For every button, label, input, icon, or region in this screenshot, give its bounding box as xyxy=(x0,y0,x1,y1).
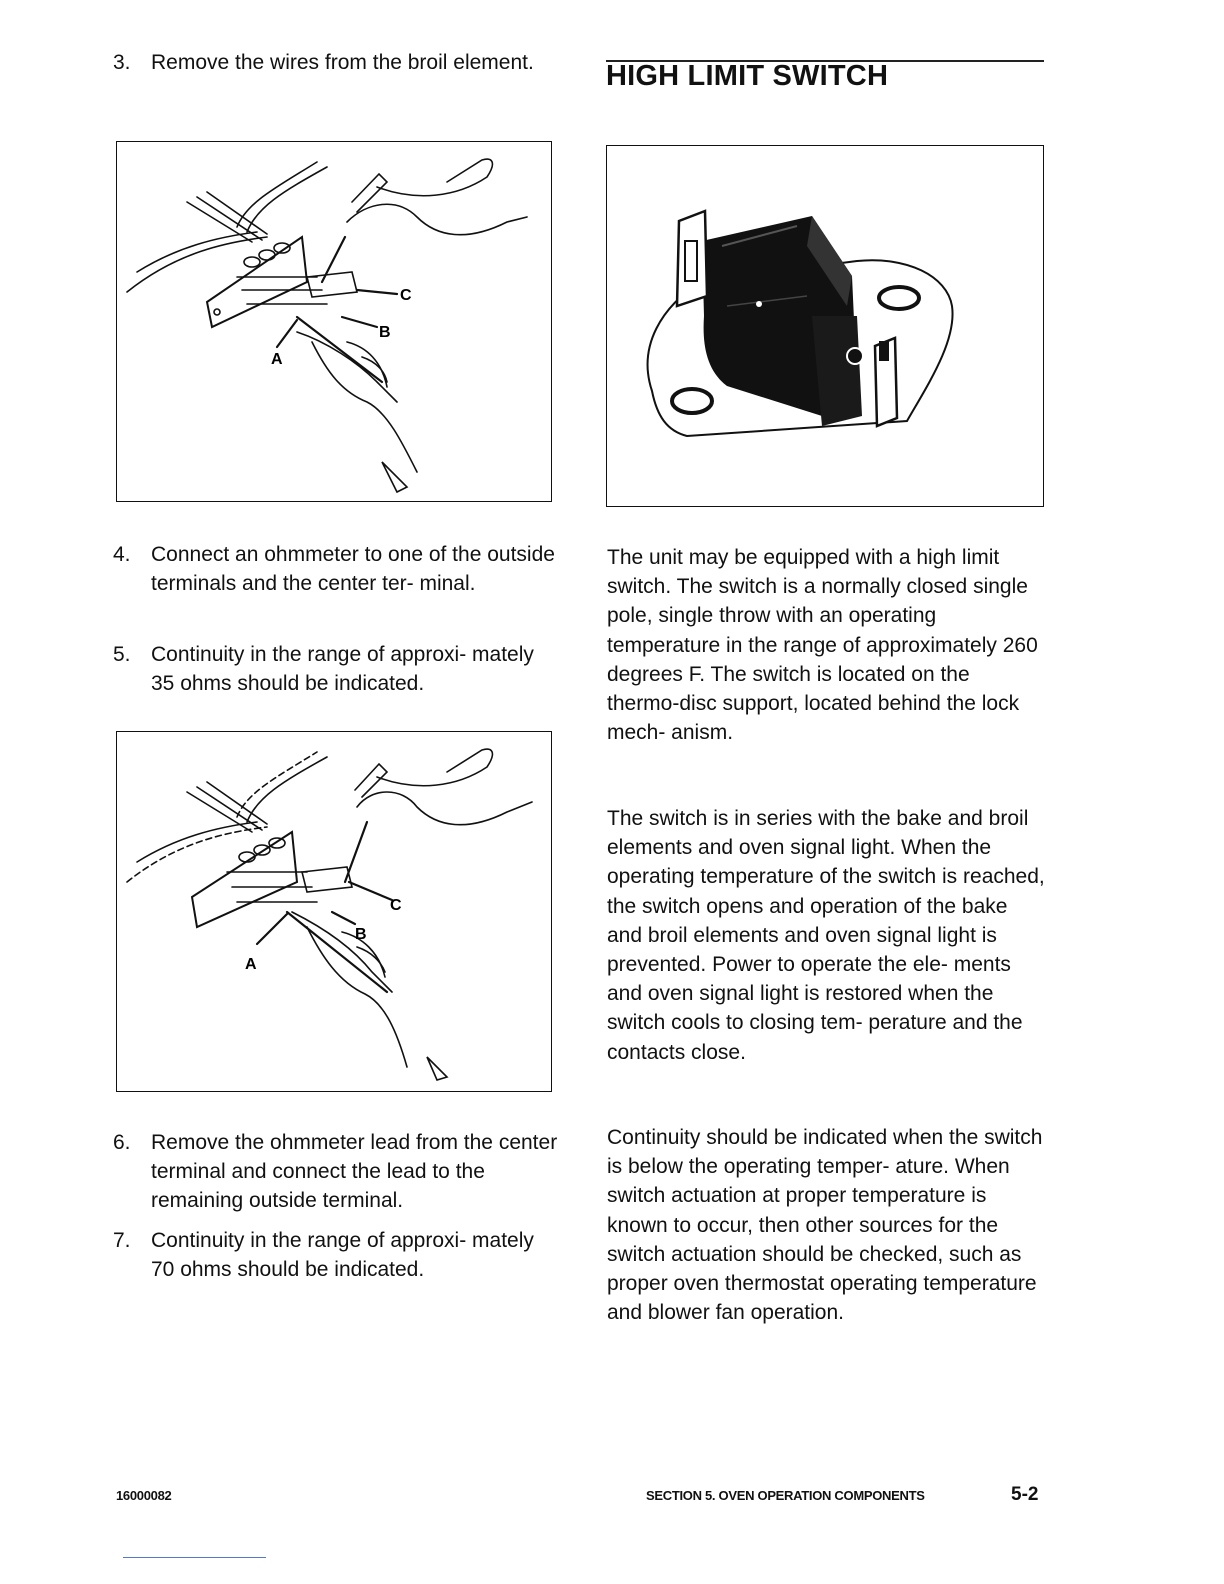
switch-illustration xyxy=(607,146,1045,508)
document-number: 16000082 xyxy=(116,1488,172,1503)
step-text: Connect an ohmmeter to one of the outside terminals and the center ter- minal. xyxy=(151,543,555,595)
step-number: 3. xyxy=(113,51,131,74)
figure-ohmmeter-test xyxy=(116,731,552,1092)
section-title-footer: SECTION 5. OVEN OPERATION COMPONENTS xyxy=(646,1488,925,1503)
step-number: 7. xyxy=(113,1229,131,1252)
step-number: 6. xyxy=(113,1131,131,1154)
paragraph-continuity: Continuity should be indicated when the switch is below the operating temper- ature. When switch actuation at proper temperature is known to occur, then other sources for the switch actuation should be checked, such as proper oven thermostat operating temperature and blower fan operation. xyxy=(607,1126,1043,1325)
page-number: 5-2 xyxy=(1011,1484,1039,1505)
step-number: 5. xyxy=(113,643,131,666)
figure-illustration xyxy=(117,732,553,1093)
section-heading: HIGH LIMIT SWITCH xyxy=(606,60,889,92)
figure1-label-b: B xyxy=(379,324,391,341)
step-text: Remove the wires from the broil element. xyxy=(151,51,534,74)
paragraph-description: The unit may be equipped with a high limit switch. The switch is a normally closed single pole, single throw with an operating temperature in the range of approximately 260 degrees F. The switch is located on the thermo-disc support, located behind the lock mech- anism. xyxy=(607,546,1038,745)
figure1-label-a: A xyxy=(271,351,283,368)
figure1-label-c: C xyxy=(400,287,412,304)
step-text: Remove the ohmmeter lead from the center terminal and connect the lead to the remaining outside terminal. xyxy=(151,1131,558,1212)
figure-broil-element-wires xyxy=(116,141,552,502)
figure2-label-a: A xyxy=(245,956,257,973)
bottom-divider xyxy=(123,1557,266,1558)
figure2-label-c: C xyxy=(390,897,402,914)
figure-illustration xyxy=(117,142,553,503)
figure2-label-b: B xyxy=(355,926,367,943)
step-text: Continuity in the range of approxi- mately 35 ohms should be indicated. xyxy=(151,643,534,695)
step-text: Continuity in the range of approxi- mately 70 ohms should be indicated. xyxy=(151,1229,534,1281)
step-number: 4. xyxy=(113,543,131,566)
figure-high-limit-switch xyxy=(606,145,1044,507)
paragraph-operation: The switch is in series with the bake and broil elements and oven signal light. When the operating temperature of the switch is reached, the switch opens and operation of the bake and broil elements and oven signal light is prevented. Power to operate the ele- ments and oven signal light is restored when the switch cools to closing tem- perature and the contacts close. xyxy=(607,807,1045,1064)
